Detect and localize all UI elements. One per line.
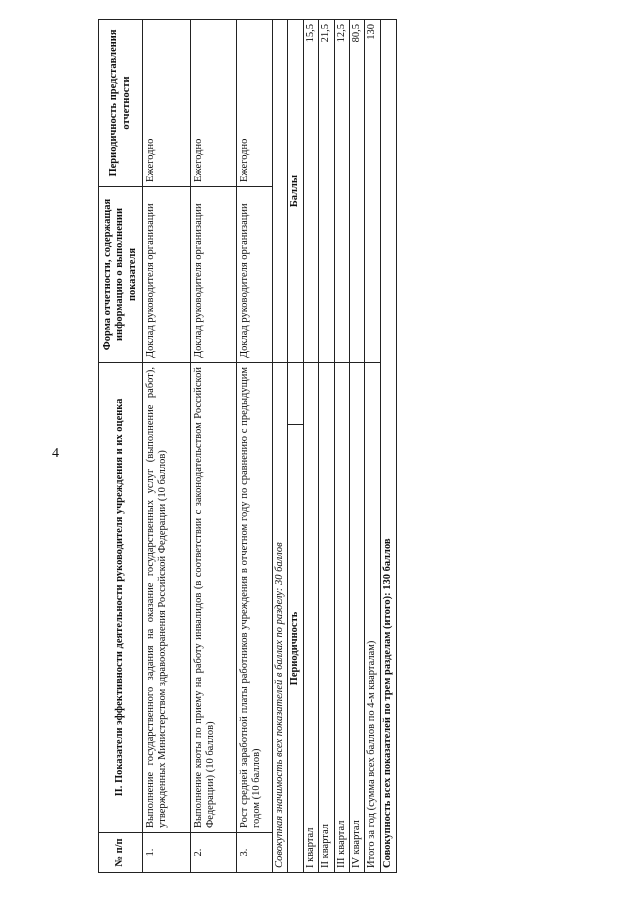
header-period: Периодичность представления отчетности [99, 20, 143, 187]
row-form: Доклад руководителя организации [191, 187, 237, 363]
grand-total-row [380, 20, 396, 873]
indicators-table [98, 19, 538, 873]
year-total-label: Итого за год (сумма всех баллов по 4-м кварталам) [365, 363, 380, 873]
table-row [237, 20, 273, 873]
year-total-value: 130 [365, 20, 380, 363]
filler-row [396, 20, 538, 873]
quarter-label: III квартал [334, 363, 349, 873]
row-period: Ежегодно [237, 20, 273, 187]
row-period: Ежегодно [191, 20, 237, 187]
row-form: Доклад руководителя организации [237, 187, 273, 363]
table-row [191, 20, 237, 873]
quarter-label: I квартал [303, 363, 318, 873]
score-header-row [288, 20, 303, 873]
row-num: 3. [237, 833, 273, 873]
section-total-row [273, 20, 288, 873]
row-text: Рост средней заработной платы работников учреждения в отчетном году по сравнению с предыдущим годом (10 баллов) [237, 363, 273, 833]
row-period: Ежегодно [143, 20, 191, 187]
grand-total: Совокупность всех показателей по трем разделам (итого): 130 баллов [380, 20, 396, 873]
header-num: № п/п [99, 833, 143, 873]
quarter-row [334, 20, 349, 873]
header-indicator: II. Показатели эффективности деятельности руководителя учреждения и их оценка [99, 363, 143, 833]
quarter-label: II квартал [319, 363, 334, 873]
table-header-row [99, 20, 143, 873]
score-header-gap [288, 363, 303, 425]
quarter-label: IV квартал [349, 363, 364, 873]
year-total-row [365, 20, 380, 873]
table-row [143, 20, 191, 873]
header-form: Форма отчетности, содержащая информацию о выполнении показателя [99, 187, 143, 363]
quarter-value: 21,5 [319, 20, 334, 363]
score-header-points: Баллы [288, 20, 303, 363]
section-total: Совокупная значимость всех показателей в баллах по разделу: 30 баллов [273, 363, 288, 873]
row-form: Доклад руководителя организации [143, 187, 191, 363]
section-total-empty [273, 20, 288, 363]
rotated-sheet [98, 20, 538, 873]
quarter-value: 15,5 [303, 20, 318, 363]
row-num: 2. [191, 833, 237, 873]
quarter-value: 80,5 [349, 20, 364, 363]
filler [396, 20, 538, 873]
row-text: Выполнение государственного задания на оказание государственных услуг (выполнение работ), утвержденных Министерством здравоохранения Российской Федерации (10 баллов) [143, 363, 191, 833]
quarter-row [349, 20, 364, 873]
quarter-row [303, 20, 318, 873]
row-text: Выполнение квоты по приему на работу инвалидов (в соответствии с законодательством Российской Федерации) (10 баллов) [191, 363, 237, 833]
quarter-row [319, 20, 334, 873]
row-num: 1. [143, 833, 191, 873]
score-header-period: Периодичность [288, 425, 303, 873]
quarter-value: 12,5 [334, 20, 349, 363]
page-number: 4 [52, 446, 59, 461]
